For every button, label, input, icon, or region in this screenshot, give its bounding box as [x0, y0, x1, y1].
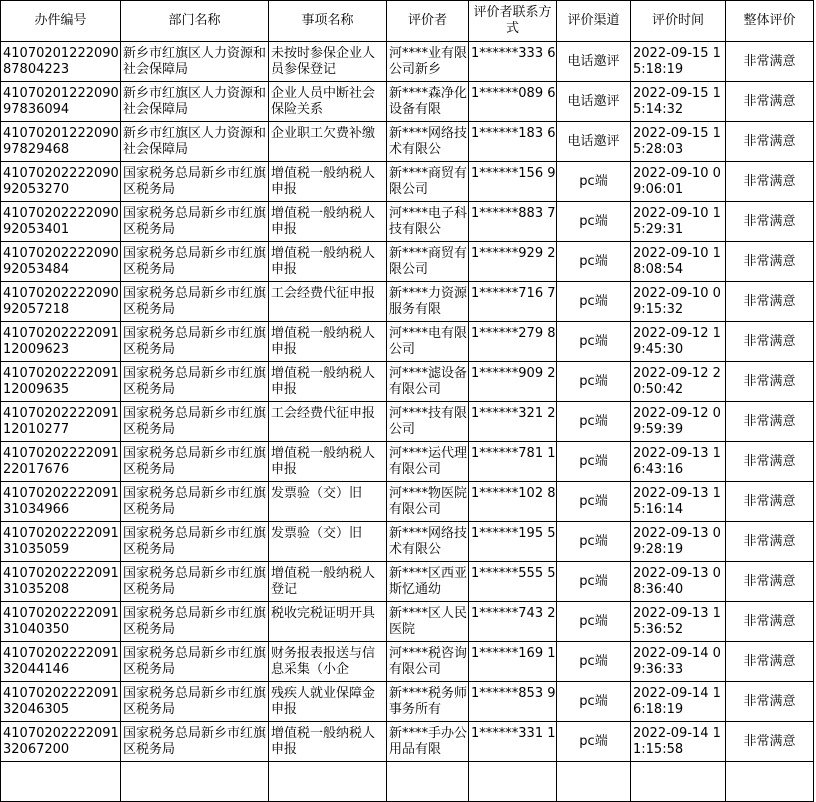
cell-text: 新乡市红旗区人力资源和社会保障局: [123, 85, 267, 117]
cell-case-number: [1, 442, 121, 482]
cell-text: 增值税一般纳税人申报: [271, 245, 376, 277]
cell-evaluator: [387, 522, 469, 562]
cell-text: 1******743 2: [471, 605, 556, 621]
table-row: [1, 522, 814, 562]
cell-department: [121, 602, 269, 642]
cell-case-number: [1, 82, 121, 122]
cell-evaluator: [387, 722, 469, 762]
cell-case-number: [1, 602, 121, 642]
cell-evaluator: [387, 82, 469, 122]
cell-item-name: [269, 82, 387, 122]
cell-item-name: [269, 322, 387, 362]
table-row: [1, 682, 814, 722]
cell-item-name: [269, 642, 387, 682]
cell-time: [631, 122, 726, 162]
cell-case-number: [1, 722, 121, 762]
cell-empty: [1, 762, 121, 802]
cell-text: 2022-09-15 15:14:32: [633, 85, 721, 117]
cell-text: 国家税务总局新乡市红旗区税务局: [123, 565, 267, 597]
cell-department: [121, 522, 269, 562]
cell-text: 41070202222091 31035208: [3, 565, 119, 597]
cell-text: 国家税务总局新乡市红旗区税务局: [123, 405, 267, 437]
cell-department: [121, 82, 269, 122]
cell-text: 增值税一般纳税人申报: [271, 165, 376, 197]
cell-channel: pc端: [557, 562, 631, 602]
cell-empty: [557, 762, 631, 802]
cell-text: 41070202222090 92053270: [3, 165, 119, 197]
cell-text: 新乡市红旗区人力资源和社会保障局: [123, 45, 267, 77]
cell-text: 1******331 1: [471, 725, 556, 741]
cell-evaluator: [387, 482, 469, 522]
cell-department: [121, 722, 269, 762]
cell-time: [631, 682, 726, 722]
cell-channel: pc端: [557, 242, 631, 282]
cell-case-number: [1, 282, 121, 322]
cell-text: 发票验（交）旧: [271, 525, 363, 541]
cell-department: [121, 482, 269, 522]
cell-channel: pc端: [557, 322, 631, 362]
cell-text: 1******333 6: [471, 45, 556, 61]
cell-text: 41070202222091 12010277: [3, 405, 119, 437]
cell-contact: [469, 402, 557, 442]
cell-time: [631, 402, 726, 442]
table-row: [1, 642, 814, 682]
cell-text: 2022-09-10 15:29:31: [633, 205, 721, 237]
cell-overall-rating: 非常满意: [726, 442, 814, 482]
cell-text: 增值税一般纳税人申报: [271, 365, 376, 397]
cell-item-name: [269, 522, 387, 562]
header-department: 部门名称: [121, 1, 269, 42]
cell-contact: [469, 522, 557, 562]
cell-overall-rating: 非常满意: [726, 202, 814, 242]
cell-time: [631, 442, 726, 482]
cell-department: [121, 642, 269, 682]
cell-text: 41070202222090 92053401: [3, 205, 119, 237]
cell-text: 2022-09-13 15:16:14: [633, 485, 721, 517]
table-row-partial: [1, 762, 814, 802]
cell-time: [631, 522, 726, 562]
cell-overall-rating: 非常满意: [726, 122, 814, 162]
cell-item-name: [269, 242, 387, 282]
cell-text: 2022-09-13 09:28:19: [633, 525, 721, 557]
cell-contact: [469, 562, 557, 602]
cell-channel: 电话邀评: [557, 42, 631, 82]
cell-text: 河****电子科技有限公: [389, 205, 468, 237]
cell-text: 1******555 5: [471, 565, 556, 581]
table-row: [1, 242, 814, 282]
table-row: [1, 162, 814, 202]
cell-text: 2022-09-14 16:18:19: [633, 685, 721, 717]
cell-contact: [469, 602, 557, 642]
header-evaluator: 评价者: [387, 1, 469, 42]
cell-text: 1******183 6: [471, 125, 556, 141]
cell-text: 企业人员中断社会保险关系: [271, 85, 376, 117]
cell-text: 2022-09-12 19:45:30: [633, 325, 721, 357]
cell-case-number: [1, 362, 121, 402]
cell-text: 国家税务总局新乡市红旗区税务局: [123, 165, 267, 197]
cell-time: [631, 162, 726, 202]
cell-text: 国家税务总局新乡市红旗区税务局: [123, 285, 267, 317]
cell-text: 1******929 2: [471, 245, 556, 261]
cell-text: 41070202222091 32067200: [3, 725, 119, 757]
cell-contact: [469, 82, 557, 122]
table-row: [1, 722, 814, 762]
cell-empty: [631, 762, 726, 802]
table-row: [1, 602, 814, 642]
header-overall-rating: 整体评价: [726, 1, 814, 42]
cell-text: 新乡市红旗区人力资源和社会保障局: [123, 125, 267, 157]
cell-department: [121, 282, 269, 322]
cell-department: [121, 322, 269, 362]
cell-channel: pc端: [557, 522, 631, 562]
cell-case-number: [1, 562, 121, 602]
cell-text: 残疾人就业保障金申报: [271, 685, 376, 717]
cell-case-number: [1, 522, 121, 562]
cell-overall-rating: 非常满意: [726, 722, 814, 762]
cell-case-number: [1, 162, 121, 202]
cell-text: 国家税务总局新乡市红旗区税务局: [123, 205, 267, 237]
header-case-number: 办件编号: [1, 1, 121, 42]
cell-evaluator: [387, 362, 469, 402]
cell-department: [121, 402, 269, 442]
header-time: 评价时间: [631, 1, 726, 42]
cell-text: 国家税务总局新乡市红旗区税务局: [123, 605, 267, 637]
cell-text: 增值税一般纳税人登记: [271, 565, 376, 597]
cell-evaluator: [387, 122, 469, 162]
cell-text: 企业职工欠费补缴: [271, 125, 376, 141]
cell-text: 新****区人民医院: [389, 605, 468, 637]
cell-text: 发票验（交）旧: [271, 485, 363, 501]
cell-text: 国家税务总局新乡市红旗区税务局: [123, 485, 267, 517]
cell-evaluator: [387, 202, 469, 242]
cell-empty: [121, 762, 269, 802]
cell-item-name: [269, 682, 387, 722]
cell-text: 河****物医院有限公司: [389, 485, 468, 517]
cell-department: [121, 682, 269, 722]
cell-text: 2022-09-13 08:36:40: [633, 565, 721, 597]
cell-evaluator: [387, 162, 469, 202]
cell-text: 增值税一般纳税人申报: [271, 325, 376, 357]
cell-channel: pc端: [557, 362, 631, 402]
cell-text: 未按时参保企业人员参保登记: [271, 45, 376, 77]
cell-text: 河****运代理有限公司: [389, 445, 468, 477]
cell-text: 41070202222091 32044146: [3, 645, 119, 677]
cell-text: 1******195 5: [471, 525, 556, 541]
cell-contact: [469, 482, 557, 522]
cell-text: 2022-09-13 16:43:16: [633, 445, 721, 477]
cell-case-number: [1, 402, 121, 442]
cell-department: [121, 442, 269, 482]
cell-overall-rating: 非常满意: [726, 162, 814, 202]
cell-item-name: [269, 722, 387, 762]
cell-department: [121, 562, 269, 602]
cell-evaluator: [387, 42, 469, 82]
cell-contact: [469, 282, 557, 322]
cell-evaluator: [387, 682, 469, 722]
cell-channel: pc端: [557, 602, 631, 642]
cell-overall-rating: 非常满意: [726, 242, 814, 282]
cell-text: 41070202222091 12009623: [3, 325, 119, 357]
cell-text: 国家税务总局新乡市红旗区税务局: [123, 525, 267, 557]
cell-text: 2022-09-12 09:59:39: [633, 405, 721, 437]
cell-case-number: [1, 642, 121, 682]
cell-channel: pc端: [557, 722, 631, 762]
cell-text: 2022-09-15 15:18:19: [633, 45, 721, 77]
cell-text: 41070201222090 97836094: [3, 85, 119, 117]
cell-channel: 电话邀评: [557, 122, 631, 162]
cell-text: 国家税务总局新乡市红旗区税务局: [123, 725, 267, 757]
cell-text: 新****税务师事务所有: [389, 685, 468, 717]
cell-evaluator: [387, 642, 469, 682]
table-header: [1, 1, 814, 42]
cell-time: [631, 642, 726, 682]
cell-overall-rating: 非常满意: [726, 602, 814, 642]
cell-time: [631, 202, 726, 242]
cell-text: 1******909 2: [471, 365, 556, 381]
cell-overall-rating: 非常满意: [726, 82, 814, 122]
cell-text: 国家税务总局新乡市红旗区税务局: [123, 445, 267, 477]
cell-text: 国家税务总局新乡市红旗区税务局: [123, 325, 267, 357]
table-body: [1, 42, 814, 802]
cell-case-number: [1, 122, 121, 162]
cell-item-name: [269, 482, 387, 522]
cell-contact: [469, 722, 557, 762]
cell-channel: pc端: [557, 402, 631, 442]
cell-case-number: [1, 202, 121, 242]
cell-empty: [726, 762, 814, 802]
cell-contact: [469, 42, 557, 82]
cell-overall-rating: 非常满意: [726, 642, 814, 682]
cell-contact: [469, 122, 557, 162]
cell-text: 河****电有限公司: [389, 325, 468, 357]
cell-time: [631, 482, 726, 522]
cell-text: 新****商贸有限公司: [389, 245, 468, 277]
table-row: [1, 402, 814, 442]
table-row: [1, 82, 814, 122]
cell-evaluator: [387, 322, 469, 362]
cell-text: 1******853 9: [471, 685, 556, 701]
cell-overall-rating: 非常满意: [726, 42, 814, 82]
cell-text: 41070201222090 97829468: [3, 125, 119, 157]
cell-item-name: [269, 122, 387, 162]
cell-channel: pc端: [557, 642, 631, 682]
cell-text: 41070202222090 92057218: [3, 285, 119, 317]
cell-contact: [469, 362, 557, 402]
cell-time: [631, 562, 726, 602]
cell-text: 新****力资源服务有限: [389, 285, 468, 317]
cell-text: 河****滤设备有限公司: [389, 365, 468, 397]
cell-contact: [469, 682, 557, 722]
cell-time: [631, 42, 726, 82]
table-row: [1, 362, 814, 402]
cell-item-name: [269, 42, 387, 82]
cell-text: 2022-09-14 11:15:58: [633, 725, 721, 757]
cell-item-name: [269, 162, 387, 202]
cell-case-number: [1, 482, 121, 522]
cell-text: 增值税一般纳税人申报: [271, 445, 376, 477]
cell-case-number: [1, 322, 121, 362]
cell-text: 增值税一般纳税人申报: [271, 205, 376, 237]
header-row: [1, 1, 814, 42]
cell-contact: [469, 202, 557, 242]
cell-evaluator: [387, 562, 469, 602]
cell-text: 1******781 1: [471, 445, 556, 461]
cell-item-name: [269, 602, 387, 642]
cell-text: 2022-09-13 15:36:52: [633, 605, 721, 637]
cell-text: 1******716 7: [471, 285, 556, 301]
cell-text: 1******883 7: [471, 205, 556, 221]
cell-time: [631, 282, 726, 322]
cell-text: 国家税务总局新乡市红旗区税务局: [123, 245, 267, 277]
cell-overall-rating: 非常满意: [726, 282, 814, 322]
cell-evaluator: [387, 282, 469, 322]
cell-text: 国家税务总局新乡市红旗区税务局: [123, 645, 267, 677]
cell-case-number: [1, 42, 121, 82]
cell-text: 1******156 9: [471, 165, 556, 181]
cell-text: 新****商贸有限公司: [389, 165, 468, 197]
cell-text: 新****区西亚斯忆通幼: [389, 565, 468, 597]
cell-time: [631, 362, 726, 402]
cell-text: 2022-09-14 09:36:33: [633, 645, 721, 677]
cell-overall-rating: 非常满意: [726, 482, 814, 522]
cell-contact: [469, 642, 557, 682]
cell-item-name: [269, 402, 387, 442]
cell-case-number: [1, 242, 121, 282]
cell-item-name: [269, 282, 387, 322]
cell-overall-rating: 非常满意: [726, 682, 814, 722]
cell-department: [121, 202, 269, 242]
cell-text: 2022-09-15 15:28:03: [633, 125, 721, 157]
cell-overall-rating: 非常满意: [726, 322, 814, 362]
cell-evaluator: [387, 402, 469, 442]
cell-text: 财务报表报送与信息采集（小企: [271, 645, 376, 677]
cell-evaluator: [387, 442, 469, 482]
cell-time: [631, 602, 726, 642]
cell-empty: [269, 762, 387, 802]
cell-text: 41070202222091 31040350: [3, 605, 119, 637]
cell-overall-rating: 非常满意: [726, 362, 814, 402]
cell-contact: [469, 322, 557, 362]
cell-time: [631, 322, 726, 362]
cell-channel: pc端: [557, 282, 631, 322]
cell-channel: pc端: [557, 202, 631, 242]
cell-text: 41070202222091 12009635: [3, 365, 119, 397]
cell-text: 税收完税证明开具: [271, 605, 376, 621]
cell-text: 41070202222091 31034966: [3, 485, 119, 517]
table-row: [1, 42, 814, 82]
cell-overall-rating: 非常满意: [726, 562, 814, 602]
cell-case-number: [1, 682, 121, 722]
cell-channel: pc端: [557, 162, 631, 202]
cell-channel: pc端: [557, 442, 631, 482]
cell-text: 2022-09-10 09:15:32: [633, 285, 721, 317]
table-row: [1, 442, 814, 482]
cell-empty: [387, 762, 469, 802]
cell-text: 1******321 2: [471, 405, 556, 421]
cell-text: 国家税务总局新乡市红旗区税务局: [123, 685, 267, 717]
cell-overall-rating: 非常满意: [726, 522, 814, 562]
cell-text: 1******279 8: [471, 325, 556, 341]
cell-item-name: [269, 202, 387, 242]
cell-text: 1******089 6: [471, 85, 556, 101]
cell-text: 新****手办公用品有限: [389, 725, 468, 757]
cell-text: 2022-09-10 09:06:01: [633, 165, 721, 197]
cell-text: 41070202222090 92053484: [3, 245, 119, 277]
cell-text: 新****网络技术有限公: [389, 125, 468, 157]
table-row: [1, 202, 814, 242]
cell-text: 新****森净化设备有限: [389, 85, 468, 117]
cell-channel: 电话邀评: [557, 82, 631, 122]
cell-text: 增值税一般纳税人申报: [271, 725, 376, 757]
cell-text: 41070202222091 31035059: [3, 525, 119, 557]
cell-contact: [469, 162, 557, 202]
cell-text: 1******102 8: [471, 485, 556, 501]
cell-time: [631, 242, 726, 282]
cell-text: 河****税咨询有限公司: [389, 645, 468, 677]
cell-text: 2022-09-10 18:08:54: [633, 245, 721, 277]
cell-department: [121, 242, 269, 282]
cell-contact: [469, 442, 557, 482]
cell-evaluator: [387, 242, 469, 282]
header-channel: 评价渠道: [557, 1, 631, 42]
cell-time: [631, 82, 726, 122]
cell-evaluator: [387, 602, 469, 642]
cell-text: 工会经费代征申报: [271, 405, 376, 421]
header-contact: 评价者联系方式: [469, 1, 557, 42]
cell-item-name: [269, 562, 387, 602]
table-row: [1, 122, 814, 162]
cell-text: 41070202222091 22017676: [3, 445, 119, 477]
table-row: [1, 482, 814, 522]
cell-item-name: [269, 362, 387, 402]
header-item-name: 事项名称: [269, 1, 387, 42]
cell-department: [121, 162, 269, 202]
table-row: [1, 322, 814, 362]
cell-text: 新****网络技术有限公: [389, 525, 468, 557]
cell-text: 41070202222091 32046305: [3, 685, 119, 717]
cell-channel: pc端: [557, 682, 631, 722]
cell-text: 2022-09-12 20:50:42: [633, 365, 721, 397]
cell-item-name: [269, 442, 387, 482]
cell-department: [121, 122, 269, 162]
table-row: [1, 562, 814, 602]
cell-channel: pc端: [557, 482, 631, 522]
cell-text: 国家税务总局新乡市红旗区税务局: [123, 365, 267, 397]
cell-text: 1******169 1: [471, 645, 556, 661]
cell-text: 河****业有限公司新乡: [389, 45, 468, 77]
table-row: [1, 282, 814, 322]
cell-text: 河****技有限公司: [389, 405, 468, 437]
cell-text: 工会经费代征申报: [271, 285, 376, 301]
cell-empty: [469, 762, 557, 802]
cell-department: [121, 362, 269, 402]
cell-time: [631, 722, 726, 762]
cell-text: 41070201222090 87804223: [3, 45, 119, 77]
cell-overall-rating: 非常满意: [726, 402, 814, 442]
cell-department: [121, 42, 269, 82]
cell-contact: [469, 242, 557, 282]
